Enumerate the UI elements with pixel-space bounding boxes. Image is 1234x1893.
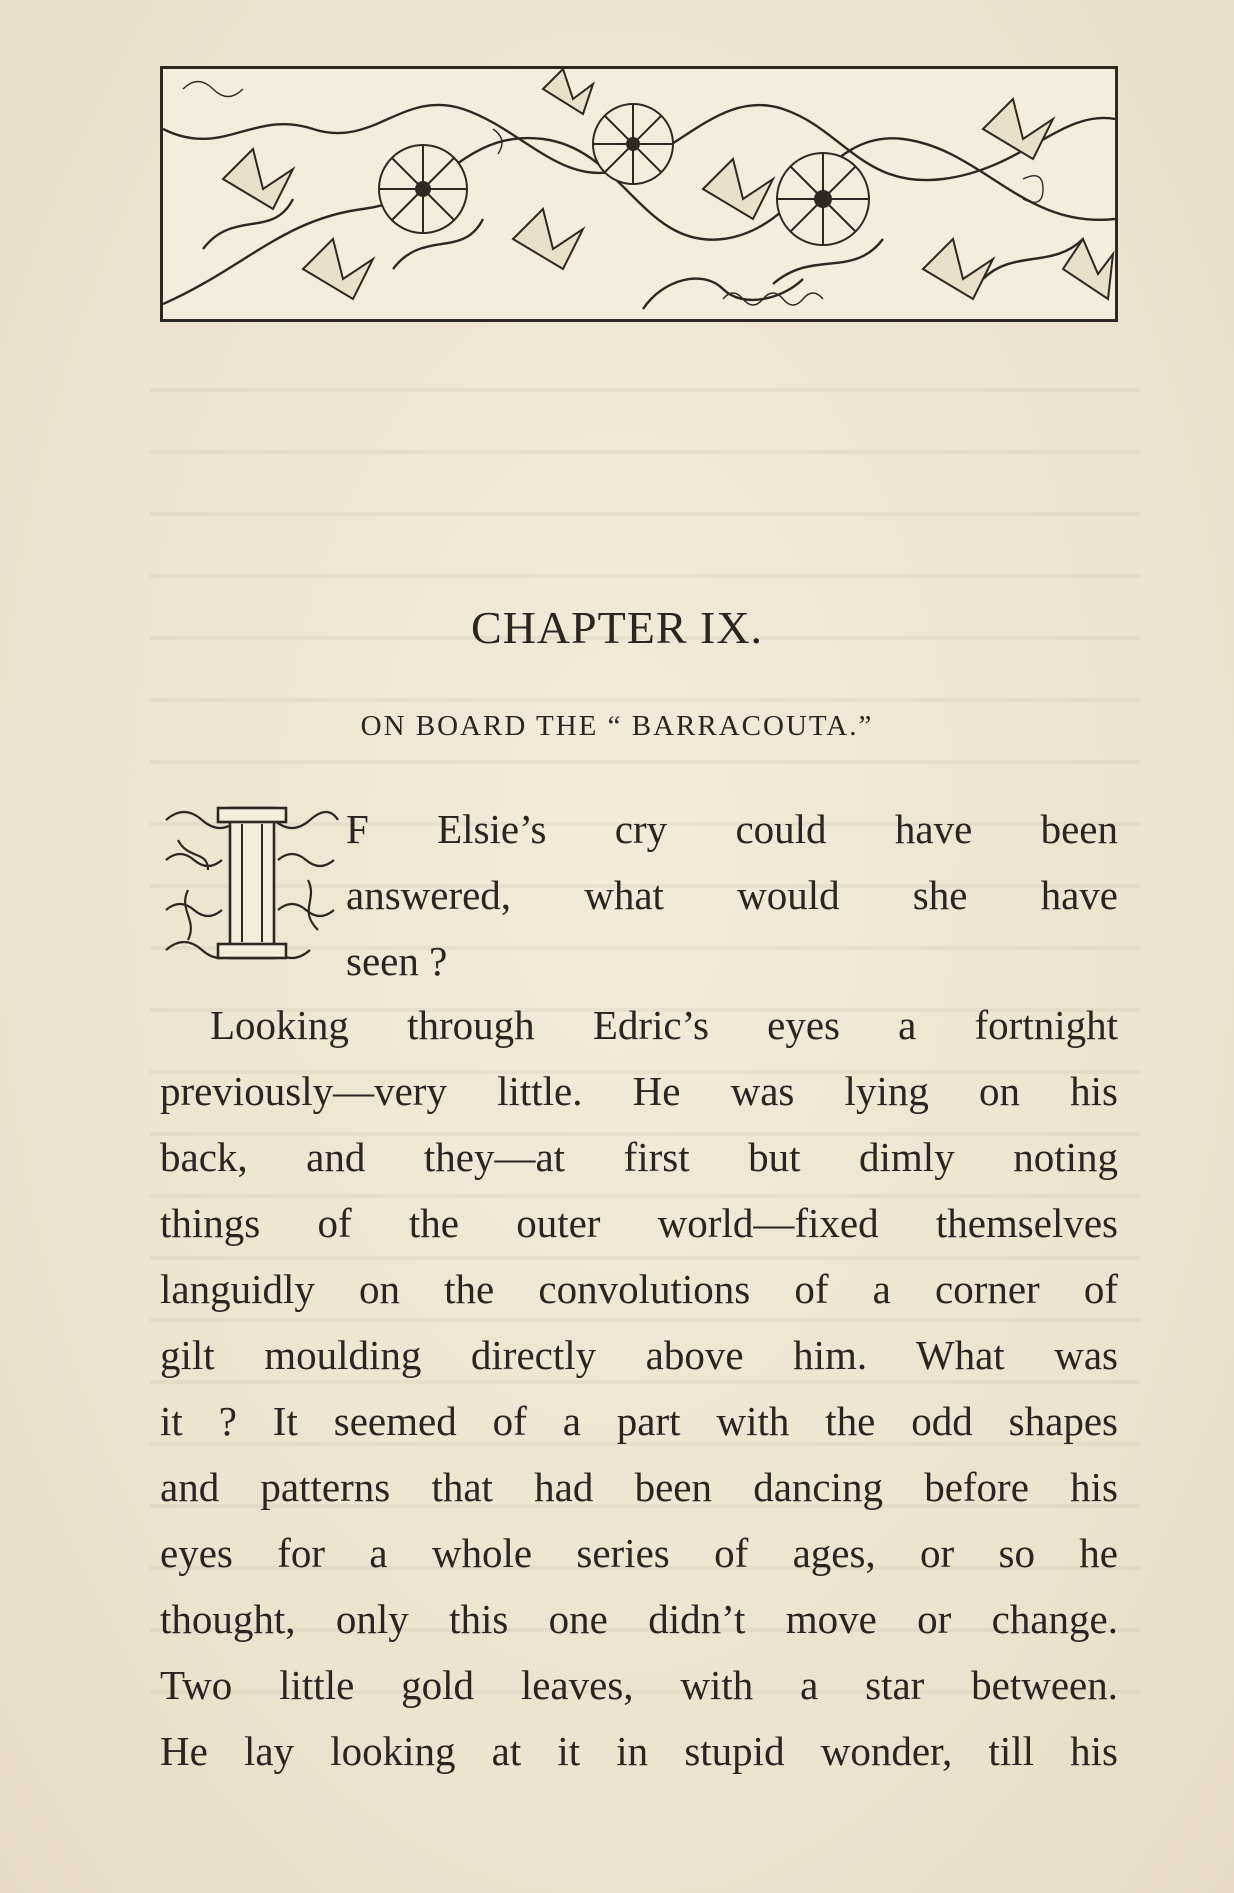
text-line-2: answered, what would she have [346, 872, 1118, 918]
text-line-3: seen ? [346, 938, 448, 984]
text-line-1: F Elsie’s cry could have been [346, 806, 1118, 852]
text-line-13: thought, only this one didn’t move or change. [160, 1596, 1118, 1642]
text-line-6: back, and they—at first but dimly noting [160, 1134, 1118, 1180]
text-line-12: eyes for a whole series of ages, or so he [160, 1530, 1118, 1576]
text-line-9: gilt moulding directly above him. What was [160, 1332, 1118, 1378]
text-line-4: Looking through Edric’s eyes a fortnight [210, 1002, 1118, 1048]
text-line-7: things of the outer world—fixed themselves [160, 1200, 1118, 1246]
text-line-8: languidly on the convolutions of a corner of [160, 1266, 1118, 1312]
chapter-title: CHAPTER IX. [470, 602, 764, 653]
text-line-11: and patterns that had been dancing before his [160, 1464, 1118, 1510]
text-line-15: He lay looking at it in stupid wonder, till his [160, 1728, 1118, 1774]
chapter-subtitle: ON BOARD THE “ BARRACOUTA.” [360, 710, 874, 742]
text-line-14: Two little gold leaves, with a star between. [160, 1662, 1118, 1708]
text-line-10: it ? It seemed of a part with the odd shapes [160, 1398, 1118, 1444]
decorated-drop-cap [158, 800, 344, 970]
text-line-5: previously—very little. He was lying on his [160, 1068, 1118, 1114]
floral-headpiece-ornament [160, 66, 1118, 322]
